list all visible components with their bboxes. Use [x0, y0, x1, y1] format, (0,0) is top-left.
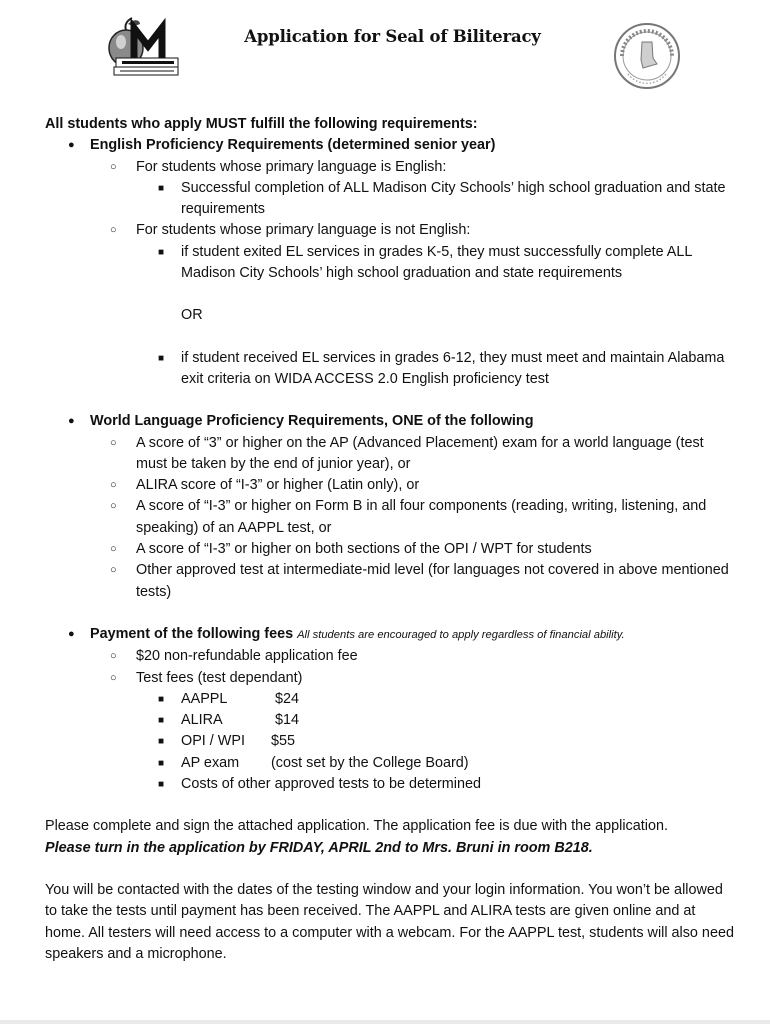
primary-not-english-sublist — [136, 242, 735, 390]
payment-sublist — [90, 646, 735, 795]
world-language-option: ○ ALIRA score of “I-3” or higher (Latin only), or — [90, 475, 735, 496]
world-language-option: ○ A score of “3” or higher on the AP (Advanced Placement) exam for a world language (test must be taken by the end of junior year), or — [90, 433, 735, 476]
world-language-heading: World Language Proficiency Requirements, ONE of the following — [90, 413, 534, 430]
payment-note: All students are encouraged to apply regardless of financial ability. — [297, 628, 625, 641]
closing-deadline: Please turn in the application by FRIDAY, APRIL 2nd to Mrs. Bruni in room B218. — [45, 839, 593, 856]
english-heading: English Proficiency Requirements (determined senior year) — [90, 137, 496, 154]
other-tests-cost: ■ Costs of other approved tests to be determined — [136, 774, 735, 795]
seal-of-biliteracy-icon — [610, 22, 684, 90]
fee-name: ALIRA — [181, 712, 223, 729]
exited-el-requirement: ■ if student exited EL services in grades K-5, they must successfully complete ALL Madison City Schools’ high school graduation and state requirements — [136, 242, 735, 285]
fee-amount: (cost set by the College Board) — [271, 754, 469, 771]
payment-heading: Payment of the following fees — [90, 625, 294, 642]
world-language-option: ○ A score of “I-3” or higher on Form B in all four components (reading, writing, listening, and speaking) of an AAPPL test, or — [90, 496, 735, 539]
world-language-option: ○ A score of “I-3” or higher on both sections of the OPI / WPT for students — [90, 539, 735, 560]
payment-item — [45, 624, 735, 795]
fee-row — [136, 710, 735, 731]
primary-not-english-label: For students whose primary language is not English: — [136, 222, 471, 239]
page-bottom-edge — [0, 1020, 770, 1024]
fee-name: AP exam — [181, 754, 240, 771]
world-language-sublist — [90, 433, 735, 603]
test-fees-list — [136, 689, 735, 795]
fee-name: OPI / WPI — [181, 733, 245, 750]
test-fees-label: Test fees (test dependant) — [136, 669, 303, 686]
english-sublist — [90, 157, 735, 391]
fee-amount: $14 — [275, 712, 300, 729]
primary-english-label: For students whose primary language is English: — [136, 158, 447, 175]
closing-testing-info: You will be contacted with the dates of the testing window and your login information. You won’t be allowed to take the tests until payment has been received. The AAPPL and ALIRA tests are given online and at home. All testers will need access to a computer with a webcam. For the AAPPL test, students will also need speakers and a microphone. — [45, 881, 734, 962]
test-fees-item — [90, 668, 735, 796]
fee-amount: $24 — [275, 690, 300, 707]
or-text: OR — [181, 307, 203, 324]
closing-line-1: Please complete and sign the attached application. The application fee is due with the application. — [45, 818, 668, 835]
world-language-option: ○ Other approved test at intermediate-mid level (for languages not covered in above mentioned tests) — [90, 560, 735, 603]
intro-text: All students who apply MUST fulfill the following requirements: — [45, 116, 478, 132]
primary-english-requirement: ■ Successful completion of ALL Madison City Schools’ high school graduation and state requirements — [136, 178, 735, 221]
document-title: Application for Seal of Biliteracy — [244, 27, 541, 46]
primary-english-item — [90, 157, 735, 221]
fee-row — [136, 731, 735, 752]
primary-english-sublist — [136, 178, 735, 221]
application-fee: ○ $20 non-refundable application fee — [90, 646, 735, 667]
or-spacer — [136, 284, 735, 347]
fee-amount: $55 — [271, 733, 296, 750]
english-requirements-item — [45, 135, 735, 411]
fee-name: AAPPL — [181, 690, 228, 707]
requirements-list — [45, 135, 735, 795]
received-el-requirement: ■ if student received EL services in grades 6-12, they must meet and maintain Alabama exit criteria on WIDA ACCESS 2.0 English proficiency test — [136, 348, 735, 391]
document-body — [45, 114, 735, 965]
primary-not-english-item — [90, 220, 735, 390]
fee-row — [136, 689, 735, 710]
fee-row — [136, 753, 735, 774]
world-language-item — [45, 411, 735, 624]
